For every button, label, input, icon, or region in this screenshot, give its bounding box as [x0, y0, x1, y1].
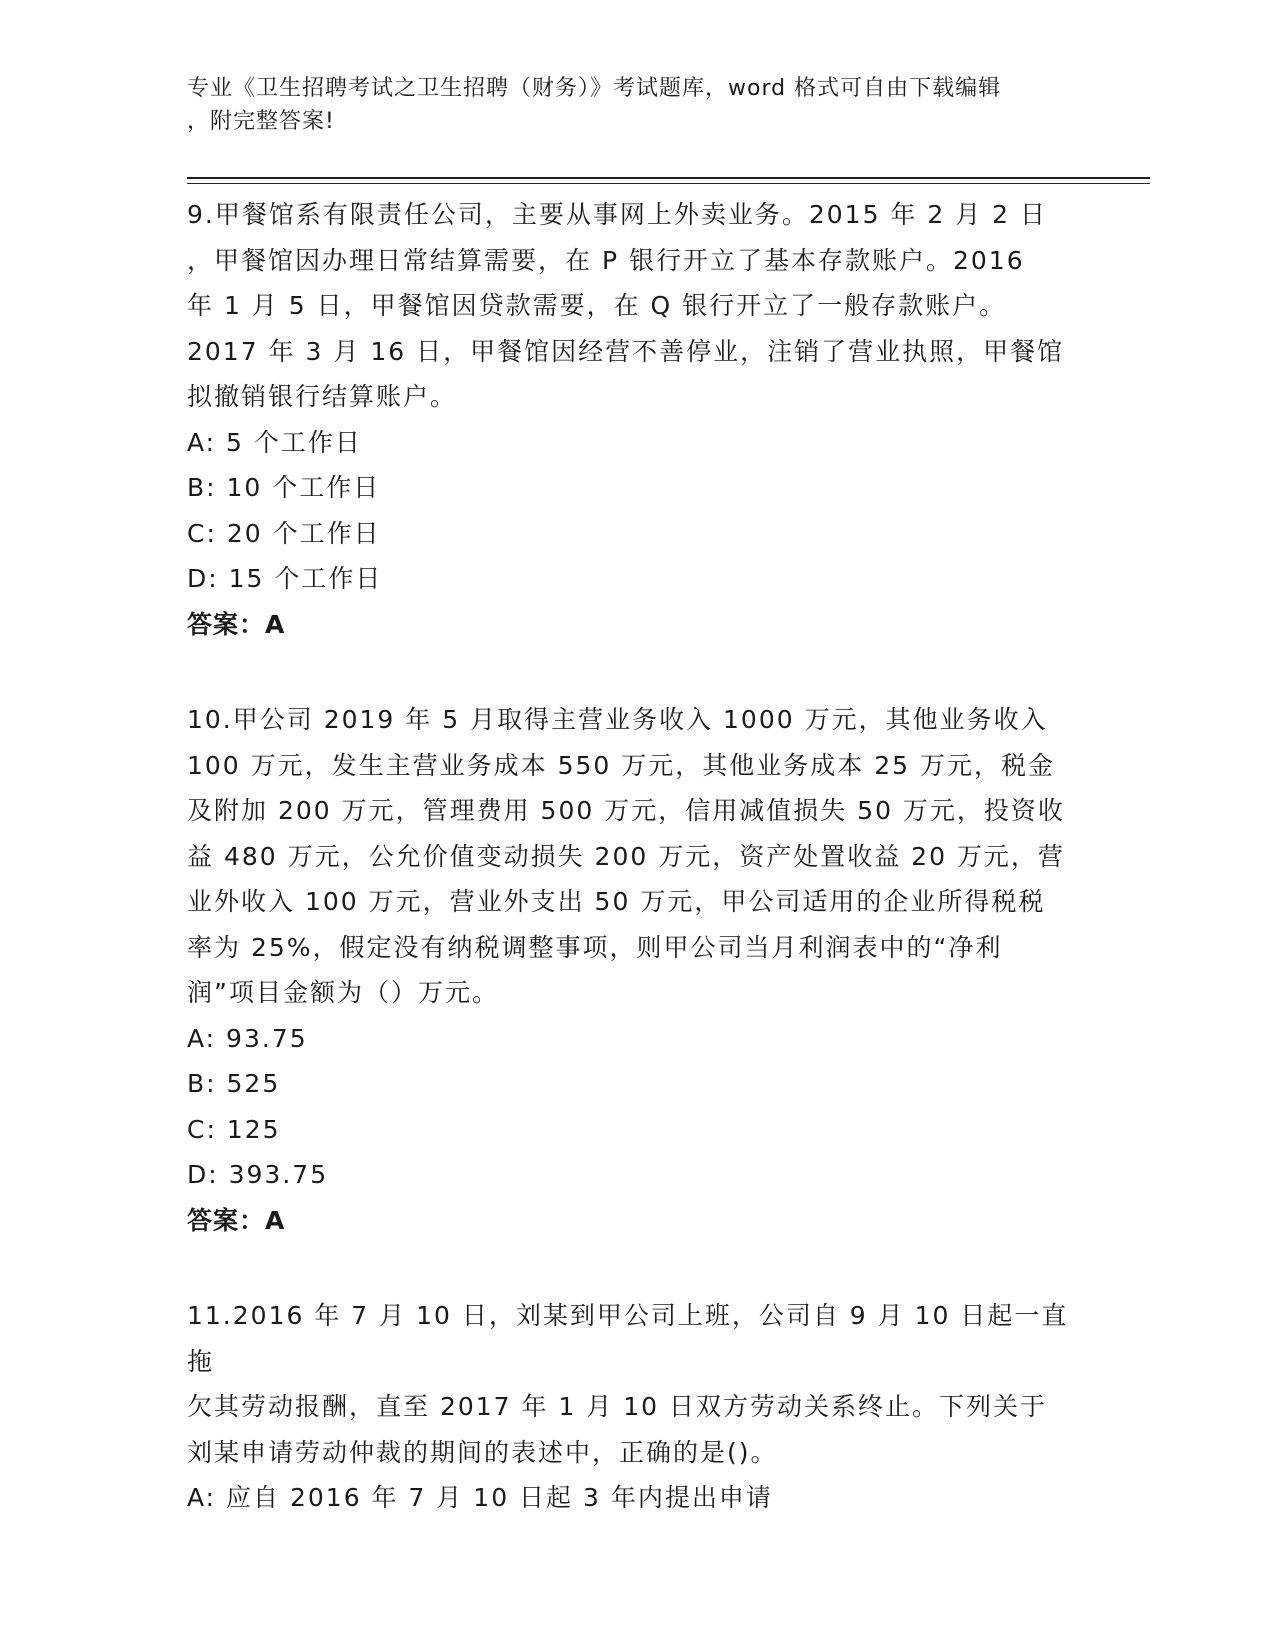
stem-line: 益 480 万元，公允价值变动损失 200 万元，资产处置收益 20 万元，营	[187, 841, 1065, 871]
option-b: B: 525	[187, 1069, 281, 1098]
stem-line: 年 1 月 5 日，甲餐馆因贷款需要，在 Q 银行开立了一般存款账户。	[187, 291, 1007, 320]
option-d: D: 15 个工作日	[187, 564, 383, 593]
option-b: B: 10 个工作日	[187, 473, 381, 502]
stem-line: 11.2016 年 7 月 10 日，刘某到甲公司上班，公司自 9 月 10 日起一直拖	[187, 1301, 1069, 1376]
option-a: A: 5 个工作日	[187, 427, 362, 457]
stem-line: 刘某申请劳动仲裁的期间的表述中，正确的是()。	[187, 1437, 778, 1467]
question-list	[187, 192, 1087, 1571]
stem-line: 业外收入 100 万元，营业外支出 50 万元，甲公司适用的企业所得税税	[187, 887, 1046, 916]
stem-line: 欠其劳动报酬，直至 2017 年 1 月 10 日双方劳动关系终止。下列关于	[187, 1392, 1048, 1421]
question-11	[187, 1293, 1087, 1521]
option-d: D: 393.75	[187, 1160, 329, 1189]
question-stem	[187, 1293, 1087, 1475]
document-header	[187, 72, 1067, 138]
option-a: A: 应自 2016 年 7 月 10 日起 3 年内提出申请	[187, 1483, 773, 1512]
question-stem	[187, 697, 1087, 1016]
header-divider-thin	[187, 183, 1150, 184]
header-line-2: ，附完整答案!	[187, 109, 335, 134]
question-stem	[187, 192, 1087, 420]
option-a: A: 93.75	[187, 1023, 308, 1053]
question-10	[187, 697, 1087, 1243]
stem-line: 润”项目金额为（）万元。	[187, 978, 499, 1007]
question-9	[187, 192, 1087, 647]
header-divider-thick	[187, 177, 1150, 179]
answer-label: 答案：A	[187, 609, 286, 639]
stem-line: 2017 年 3 月 16 日，甲餐馆因经营不善停业，注销了营业执照，甲餐馆	[187, 336, 1065, 366]
stem-line: ，甲餐馆因办理日常结算需要，在 P 银行开立了基本存款账户。2016	[187, 245, 1025, 275]
stem-line: 100 万元，发生主营业务成本 550 万元，其他业务成本 25 万元，税金	[187, 750, 1055, 780]
stem-line: 9.甲餐馆系有限责任公司，主要从事网上外卖业务。2015 年 2 月 2 日	[187, 200, 1048, 229]
option-c: C: 20 个工作日	[187, 518, 381, 548]
stem-line: 及附加 200 万元，管理费用 500 万元，信用减值损失 50 万元，投资收	[187, 796, 1065, 825]
stem-line: 率为 25%，假定没有纳税调整事项，则甲公司当月利润表中的“净利	[187, 932, 1003, 962]
answer-label: 答案：A	[187, 1205, 286, 1235]
stem-line: 10.甲公司 2019 年 5 月取得主营业务收入 1000 万元，其他业务收入	[187, 705, 1048, 734]
header-line-1: 专业《卫生招聘考试之卫生招聘（财务）》考试题库，word 格式可自由下载编辑	[187, 76, 1002, 101]
option-c: C: 125	[187, 1114, 281, 1144]
stem-line: 拟撤销银行结算账户。	[187, 382, 458, 411]
